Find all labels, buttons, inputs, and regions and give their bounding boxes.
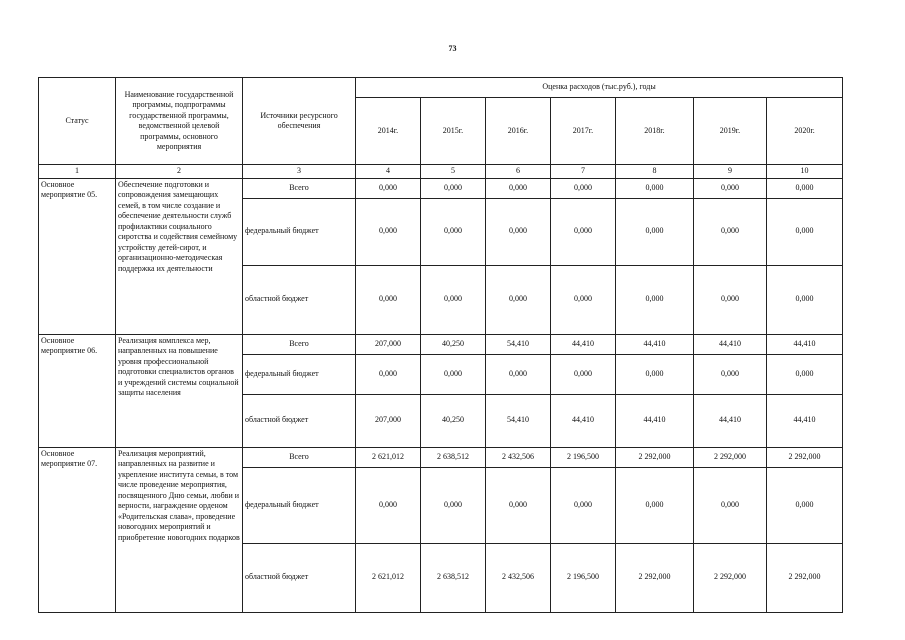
value-cell: 2 292,000 <box>616 447 694 467</box>
value-cell: 0,000 <box>486 467 551 543</box>
value-cell: 0,000 <box>486 354 551 394</box>
value-cell: 0,000 <box>551 467 616 543</box>
status-cell: Основное мероприятие 07. <box>39 447 116 612</box>
value-cell: 0,000 <box>356 354 421 394</box>
program-name-cell: Реализация комплекса мер, направленных на повышение уровня профессиональной подготовки специалистов органов и учреждений системы социальной защиты населения <box>116 334 243 447</box>
value-cell: 0,000 <box>421 178 486 198</box>
value-cell: 0,000 <box>767 354 843 394</box>
budget-table <box>38 77 843 613</box>
status-cell: Основное мероприятие 05. <box>39 178 116 334</box>
value-cell: 44,410 <box>767 334 843 354</box>
column-index: 5 <box>421 165 486 179</box>
table-row <box>39 334 843 354</box>
value-cell: 0,000 <box>767 178 843 198</box>
header-status: Статус <box>39 78 116 165</box>
header-year: 2017г. <box>551 98 616 165</box>
header-year: 2014г. <box>356 98 421 165</box>
value-cell: 44,410 <box>616 334 694 354</box>
value-cell: 0,000 <box>694 178 767 198</box>
value-cell: 40,250 <box>421 394 486 447</box>
value-cell: 2 292,000 <box>694 447 767 467</box>
table-row <box>39 447 843 467</box>
value-cell: 0,000 <box>421 467 486 543</box>
value-cell: 44,410 <box>694 394 767 447</box>
program-name-cell: Обеспечение подготовки и сопровождения замещающих семей, в том числе создание и обеспечение деятельности служб профилактики социального сиротства и содействия семейному устройству детей-сирот, и организационно-методическая поддержка их деятельности <box>116 178 243 334</box>
header-year: 2020г. <box>767 98 843 165</box>
value-cell: 44,410 <box>694 334 767 354</box>
funding-source-cell: Всего <box>243 178 356 198</box>
value-cell: 44,410 <box>551 394 616 447</box>
funding-source-cell: Всего <box>243 447 356 467</box>
value-cell: 0,000 <box>616 467 694 543</box>
value-cell: 0,000 <box>421 354 486 394</box>
value-cell: 0,000 <box>767 265 843 334</box>
value-cell: 0,000 <box>356 198 421 265</box>
value-cell: 44,410 <box>767 394 843 447</box>
header-year: 2018г. <box>616 98 694 165</box>
value-cell: 0,000 <box>694 354 767 394</box>
column-index: 4 <box>356 165 421 179</box>
value-cell: 2 196,500 <box>551 447 616 467</box>
value-cell: 0,000 <box>694 198 767 265</box>
value-cell: 2 292,000 <box>694 543 767 612</box>
value-cell: 2 621,012 <box>356 447 421 467</box>
program-name-cell: Реализация мероприятий, направленных на развитие и укрепление института семьи, в том числе проведение мероприятия, посвященного Дню семьи, любви и верности, награждение орденом «Родительская слава», проведение новогодних мероприятий и приобретение новогодних подарков <box>116 447 243 612</box>
funding-source-cell: областной бюджет <box>243 543 356 612</box>
value-cell: 0,000 <box>767 467 843 543</box>
header-year: 2016г. <box>486 98 551 165</box>
funding-source-cell: областной бюджет <box>243 394 356 447</box>
value-cell: 2 638,512 <box>421 447 486 467</box>
value-cell: 0,000 <box>694 467 767 543</box>
column-index: 8 <box>616 165 694 179</box>
status-cell: Основное мероприятие 06. <box>39 334 116 447</box>
value-cell: 0,000 <box>616 265 694 334</box>
value-cell: 0,000 <box>616 198 694 265</box>
funding-source-cell: областной бюджет <box>243 265 356 334</box>
value-cell: 40,250 <box>421 334 486 354</box>
value-cell: 0,000 <box>616 178 694 198</box>
value-cell: 2 432,506 <box>486 447 551 467</box>
value-cell: 207,000 <box>356 394 421 447</box>
value-cell: 0,000 <box>486 265 551 334</box>
header-year: 2015г. <box>421 98 486 165</box>
value-cell: 0,000 <box>421 198 486 265</box>
value-cell: 0,000 <box>551 198 616 265</box>
value-cell: 2 638,512 <box>421 543 486 612</box>
header-source: Источники ресурсного обеспечения <box>243 78 356 165</box>
value-cell: 2 196,500 <box>551 543 616 612</box>
column-index: 2 <box>116 165 243 179</box>
value-cell: 0,000 <box>551 178 616 198</box>
column-index: 7 <box>551 165 616 179</box>
column-index: 1 <box>39 165 116 179</box>
value-cell: 2 292,000 <box>767 447 843 467</box>
column-index: 3 <box>243 165 356 179</box>
column-index-row <box>39 165 843 179</box>
header-name: Наименование государственной программы, подпрограммы государственной программы, ведомственной целевой программы, основного мероприятия <box>116 78 243 165</box>
value-cell: 0,000 <box>551 354 616 394</box>
header-estimate: Оценка расходов (тыс.руб.), годы <box>356 78 843 98</box>
value-cell: 0,000 <box>356 178 421 198</box>
value-cell: 0,000 <box>767 198 843 265</box>
value-cell: 0,000 <box>616 354 694 394</box>
funding-source-cell: федеральный бюджет <box>243 467 356 543</box>
value-cell: 0,000 <box>694 265 767 334</box>
value-cell: 0,000 <box>486 178 551 198</box>
funding-source-cell: федеральный бюджет <box>243 198 356 265</box>
value-cell: 0,000 <box>551 265 616 334</box>
column-index: 6 <box>486 165 551 179</box>
page-number: 73 <box>448 44 457 53</box>
value-cell: 54,410 <box>486 394 551 447</box>
value-cell: 54,410 <box>486 334 551 354</box>
column-index: 10 <box>767 165 843 179</box>
value-cell: 2 621,012 <box>356 543 421 612</box>
value-cell: 2 432,506 <box>486 543 551 612</box>
value-cell: 2 292,000 <box>767 543 843 612</box>
table-row <box>39 178 843 198</box>
header-row-top <box>39 78 843 98</box>
value-cell: 44,410 <box>551 334 616 354</box>
column-index: 9 <box>694 165 767 179</box>
value-cell: 2 292,000 <box>616 543 694 612</box>
header-year: 2019г. <box>694 98 767 165</box>
funding-source-cell: федеральный бюджет <box>243 354 356 394</box>
funding-source-cell: Всего <box>243 334 356 354</box>
value-cell: 0,000 <box>356 265 421 334</box>
value-cell: 0,000 <box>356 467 421 543</box>
value-cell: 44,410 <box>616 394 694 447</box>
value-cell: 207,000 <box>356 334 421 354</box>
value-cell: 0,000 <box>421 265 486 334</box>
value-cell: 0,000 <box>486 198 551 265</box>
